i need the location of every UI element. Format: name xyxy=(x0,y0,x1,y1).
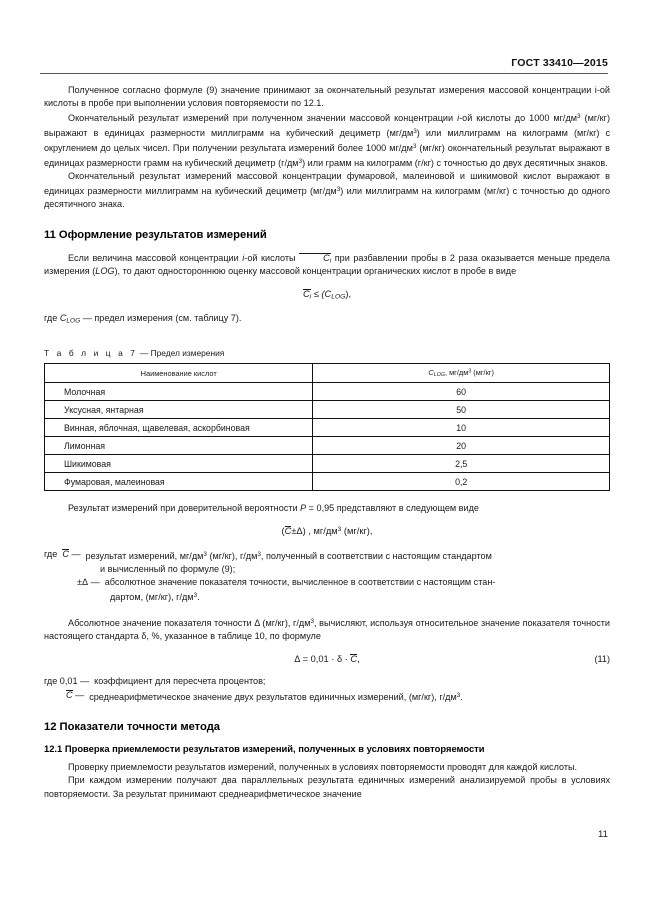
where-row-delta xyxy=(44,576,610,589)
c-bar-where-1: C xyxy=(62,548,69,559)
paragraph-3-a: Окончательный результат измерений массовой концентрации фумаровой, малеиновой и шикимовой кислот выражают в единицах размерности миллиграмм на кубический дециметр (мг/дм xyxy=(44,170,610,196)
paragraph-6 xyxy=(44,502,610,515)
formula-interval-tail: (мг/кг), xyxy=(341,526,373,537)
table-header-clog: $C_{LOG}$, $мг/дм^3$ (мг/кг) xyxy=(313,364,610,383)
paragraph-2-c: (мг/кг) выражают в единицах размерности миллиграмм на кубический дециметр (мг/дм xyxy=(44,112,610,138)
table-cell-clog-value: 50 xyxy=(313,401,610,419)
sup-3-d: 3 xyxy=(298,157,303,165)
paragraph-2-b: -ой кислоты до 1000 мг/дм xyxy=(459,112,578,123)
paragraph-6-p-symbol: P xyxy=(300,503,307,514)
where-row-001 xyxy=(44,675,610,688)
page-header-standard-number: ГОСТ 33410—2015 xyxy=(511,57,608,69)
paragraph-1-text: Полученное согласно формуле (9) значение принимают за окончательный результат измерения массовой концентрации i-ой кислоты в пробе при выполнении условия повторяемости по 12.1. xyxy=(44,85,610,109)
table-cell-acid-name: Винная, яблочная, щавелевая, аскорбиновая xyxy=(45,419,313,437)
header-rule xyxy=(40,73,608,74)
formula-confidence-interval xyxy=(44,526,610,537)
spacer xyxy=(44,491,610,502)
c-bar-formula-2: C xyxy=(284,526,292,537)
paragraph-5-symbol: C xyxy=(59,312,67,323)
where-block-1 xyxy=(44,548,610,604)
sub-i-2: i xyxy=(309,293,312,301)
where-cont-delta: дартом, (мг/кг), $г/дм^3$. xyxy=(110,591,200,602)
where-lead-001: где 0,01 xyxy=(44,676,78,687)
table-row xyxy=(45,473,610,491)
table-header-acid-name: Наименование кислот xyxy=(45,364,313,383)
spacer xyxy=(44,241,610,252)
formula-log-relation: ≤ (C xyxy=(311,289,332,300)
where-dash: — xyxy=(75,689,85,700)
where-row-cmean xyxy=(44,689,610,704)
c-bar-inline-1: $C_i$ xyxy=(299,253,331,265)
table-cell-acid-name: Лимонная xyxy=(45,437,313,455)
c-symbol: C xyxy=(302,289,310,300)
where-dash: — xyxy=(71,548,81,559)
where-text-delta: абсолютное значение показателя точности, вычисленное в соответствии с настоящим стан- xyxy=(104,576,496,587)
table-cell-clog-value: 2,5 xyxy=(313,455,610,473)
where-text-cmean: среднеарифметическое значение двух результатов единичных измерений, (мг/кг), $г/дм^3$. xyxy=(89,691,463,702)
paragraph-5-lead: где xyxy=(44,312,60,323)
table-body xyxy=(45,383,610,491)
paragraph-2-e: (мг/кг) окончательный результат выражают в единицах размерности грамм на кубический дециметр (г/дм xyxy=(44,142,610,168)
where-lead: где xyxy=(44,548,58,559)
table-caption-dash: — xyxy=(137,348,151,359)
paragraph-9-text: При каждом измерении получают два параллельных результата единичных измерений анализируемой пробы в условиях повторяемости. За результат принимают среднеарифметическое значение xyxy=(44,775,610,799)
paragraph-2-a: Окончательный результат измерений при полученном значении массовой концентрации xyxy=(68,112,458,123)
where-text-c: результат измерений, $мг/дм^3$ (мг/кг), $г/дм^3$, полученный в соответствии с настоящим стандартом xyxy=(85,550,492,561)
formula-log-subscript: LOG xyxy=(331,293,346,301)
table-caption-label: Т а б л и ц а 7 xyxy=(44,348,138,359)
sup-3-b: 3 xyxy=(413,128,417,135)
paragraph-6-a: Результат измерений при доверительной вероятности xyxy=(68,503,301,514)
paragraph-5-where-clog xyxy=(44,312,610,327)
formula-interval-close: ) , мг/дм xyxy=(302,526,338,537)
formula-interval-open: ( xyxy=(281,526,285,537)
c-bar-formula-3: C xyxy=(350,653,358,664)
section-heading-12: 12 Показатели точности метода xyxy=(44,721,221,734)
formula-interval-sup: 3 xyxy=(337,526,342,534)
table-row xyxy=(45,455,610,473)
table-cell-clog-value: 20 xyxy=(313,437,610,455)
table-cell-acid-name: Молочная xyxy=(45,383,313,401)
table-row xyxy=(45,383,610,401)
sub-i-1: i xyxy=(329,257,332,265)
formula-11-number: (11) xyxy=(594,653,610,664)
formula-log-tail: ), xyxy=(345,289,352,300)
table-cell-acid-name: Уксусная, янтарная xyxy=(45,401,313,419)
paragraph-4-d: ), то дают одностороннюю оценку массовой концентрации органических кислот в пробе в виде xyxy=(114,266,517,277)
paragraph-7-b: , вычисляют, используя относительное значение показателя точности настоящего стандарта δ, %, указанное в таблице 10, по формуле xyxy=(44,617,610,641)
where-text-001: коэффициент для пересчета процентов; xyxy=(94,676,266,687)
where-label-001 xyxy=(44,675,94,688)
paragraph-2-f: ) или грамм на килограмм (г/кг) с точностью до двух десятичных знаков. xyxy=(302,157,608,168)
table-row xyxy=(45,437,610,455)
paragraph-4 xyxy=(44,252,610,278)
table-caption xyxy=(44,348,610,358)
table-head xyxy=(45,364,610,383)
paragraph-2-d: ) или миллиграмм на килограмм (мг/кг) с округлением до целых чисел. При получении результата измерений более 1000 мг/дм xyxy=(44,127,610,153)
table-row xyxy=(45,401,610,419)
sup-3-e: 3 xyxy=(336,185,341,193)
table-cell-acid-name: Шикимовая xyxy=(45,455,313,473)
paragraph-4-c: при разбавлении пробы в 2 раза оказывается меньше предела измерения ( xyxy=(44,252,610,277)
section-heading-11: 11 Оформление результатов измерений xyxy=(44,228,267,241)
table-caption-title: Предел измерения xyxy=(150,348,225,359)
where-dash: — xyxy=(80,676,90,687)
paragraph-4-a: Если величина массовой концентрации xyxy=(68,252,243,263)
formula-log-limit xyxy=(44,289,610,301)
paragraph-3 xyxy=(44,170,610,211)
paragraph-6-b: = 0,95 представляют в следующем виде xyxy=(306,503,479,514)
page-content xyxy=(44,84,610,801)
table-cell-clog-value: 60 xyxy=(313,383,610,401)
where-row-c xyxy=(44,548,610,563)
formula-11-body: Δ = 0,01 · δ · xyxy=(294,653,351,664)
paragraph-1 xyxy=(44,84,610,110)
paragraph-2 xyxy=(44,110,610,170)
paragraph-3-b: ) или миллиграмм на килограмм (мг/кг) с точностью до одного десятичного знака. xyxy=(44,185,611,209)
paragraph-7 xyxy=(44,615,610,643)
table-cell-clog-value: 10 xyxy=(313,419,610,437)
paragraph-4-log: LOG xyxy=(95,266,115,277)
paragraph-5-subscript: LOG xyxy=(66,317,81,324)
formula-11-absolute-accuracy xyxy=(44,654,610,665)
table-7-limit-of-measurement xyxy=(44,363,610,491)
sup-3-f: 3 xyxy=(310,617,314,625)
formula-interval-pm: ±Δ xyxy=(291,526,303,537)
table-row xyxy=(45,419,610,437)
formula-11-tail: , xyxy=(357,653,360,664)
paragraph-5-text: — предел измерения (см. таблицу 7). xyxy=(80,312,242,323)
c-bar-where-2: C xyxy=(66,689,73,700)
paragraph-8 xyxy=(44,761,610,774)
where-label-delta xyxy=(44,576,105,589)
paragraph-4-b: -ой кислоты xyxy=(244,252,300,263)
spacer xyxy=(44,604,610,615)
where-block-2 xyxy=(44,675,610,703)
where-dash: — xyxy=(90,576,100,587)
paragraph-2-italic-i: i xyxy=(457,112,460,123)
where-label-c xyxy=(44,548,86,561)
c-bar-formula-1 xyxy=(303,289,311,301)
table-cell-clog-value: 0,2 xyxy=(313,473,610,491)
paragraph-4-italic-i: i xyxy=(242,252,245,263)
table-cell-acid-name: Фумаровая, малеиновая xyxy=(45,473,313,491)
sup-3-c: 3 xyxy=(412,142,417,150)
where-symbol-pm-delta: ±Δ xyxy=(77,576,89,587)
where-cont-c: и вычисленный по формуле (9); xyxy=(100,563,236,574)
paragraph-8-text: Проверку приемлемости результатов измерений, полученных в условиях повторяемости проводят для каждой кислоты. xyxy=(68,762,578,773)
section-heading-12-1: 12.1 Проверка приемлемости результатов измерений, полученных в условиях повторяемости xyxy=(44,743,485,755)
paragraph-9 xyxy=(44,774,610,800)
spacer xyxy=(44,754,610,761)
page-number: 11 xyxy=(598,829,608,840)
table-header-row xyxy=(45,364,610,383)
paragraph-7-a: Абсолютное значение показателя точности Δ (мг/кг), г/дм xyxy=(68,617,311,628)
where-label-cmean xyxy=(44,689,89,702)
sup-3-a: 3 xyxy=(577,113,581,121)
